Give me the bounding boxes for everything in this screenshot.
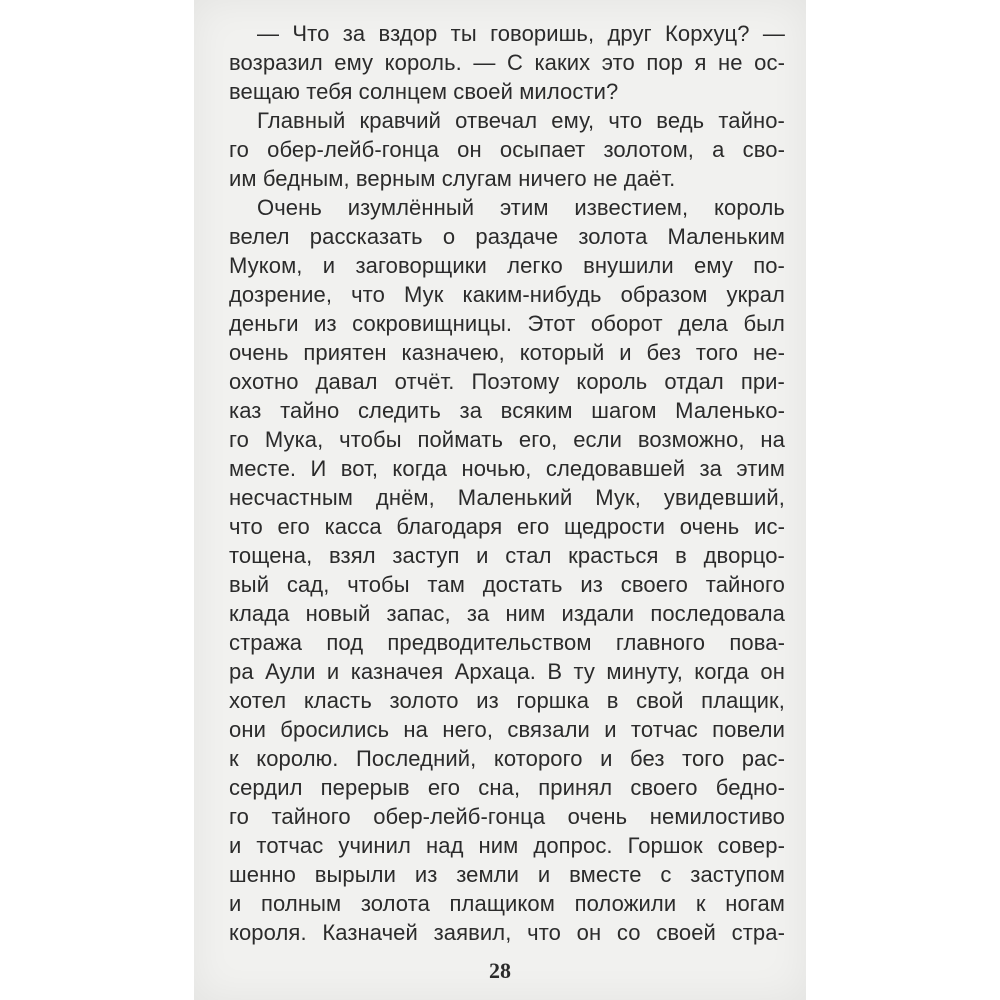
text-line: вещаю тебя солнцем своей милости? bbox=[229, 79, 619, 104]
text-line: Муком, и заговорщики легко внушили ему по- bbox=[229, 253, 785, 278]
text-line: и тотчас учинил над ним допрос. Горшок совер- bbox=[229, 833, 785, 858]
text-line: стража под предводительством главного пова- bbox=[229, 630, 785, 655]
text-line: шенно вырыли из земли и вместе с заступом bbox=[229, 862, 785, 887]
text-line: им бедным, верным слугам ничего не даёт. bbox=[229, 166, 676, 191]
text-line: хотел класть золото из горшка в свой плащик, bbox=[229, 688, 785, 713]
text-line: что его касса благодаря его щедрости очень ис- bbox=[229, 514, 785, 539]
page-number: 28 bbox=[489, 958, 511, 983]
text-line: короля. Казначей заявил, что он со своей стра- bbox=[229, 920, 785, 945]
text-line: го Мука, чтобы поймать его, если возможно, на bbox=[229, 427, 785, 452]
text-line: тощена, взял заступ и стал красться в дворцо- bbox=[229, 543, 785, 568]
text-line: сердил перерыв его сна, принял своего бедно- bbox=[229, 775, 785, 800]
text-line: ра Аули и казначея Архаца. В ту минуту, когда он bbox=[229, 659, 785, 684]
text-line: дозрение, что Мук каким-нибудь образом украл bbox=[229, 282, 785, 307]
text-line: возразил ему король. — С каких это пор я не ос- bbox=[229, 50, 785, 75]
text-line: деньги из сокровищницы. Этот оборот дела был bbox=[229, 311, 785, 336]
text-line: клада новый запас, за ним издали последовала bbox=[229, 601, 785, 626]
text-line: — Что за вздор ты говоришь, друг Корхуц? — bbox=[257, 21, 785, 46]
text-line: го обер-лейб-гонца он осыпает золотом, а сво- bbox=[229, 137, 785, 162]
text-line: го тайного обер-лейб-гонца очень немилостиво bbox=[229, 804, 785, 829]
text-line: месте. И вот, когда ночью, следовавшей за этим bbox=[229, 456, 785, 481]
text-line: к королю. Последний, которого и без того рас- bbox=[229, 746, 785, 771]
text-line: и полным золота плащиком положили к ногам bbox=[229, 891, 785, 916]
text-line: Главный кравчий отвечал ему, что ведь тайно- bbox=[257, 108, 785, 133]
text-line: велел рассказать о раздаче золота Маленьким bbox=[229, 224, 785, 249]
text-line: каз тайно следить за всяким шагом Маленько- bbox=[229, 398, 785, 423]
text-line: очень приятен казначею, который и без того не- bbox=[229, 340, 785, 365]
text-line: несчастным днём, Маленький Мук, увидевший, bbox=[229, 485, 785, 510]
text-line: Очень изумлённый этим известием, король bbox=[257, 195, 785, 220]
text-line: вый сад, чтобы там достать из своего тайного bbox=[229, 572, 785, 597]
text-line: охотно давал отчёт. Поэтому король отдал при- bbox=[229, 369, 785, 394]
text-line: они бросились на него, связали и тотчас повели bbox=[229, 717, 785, 742]
